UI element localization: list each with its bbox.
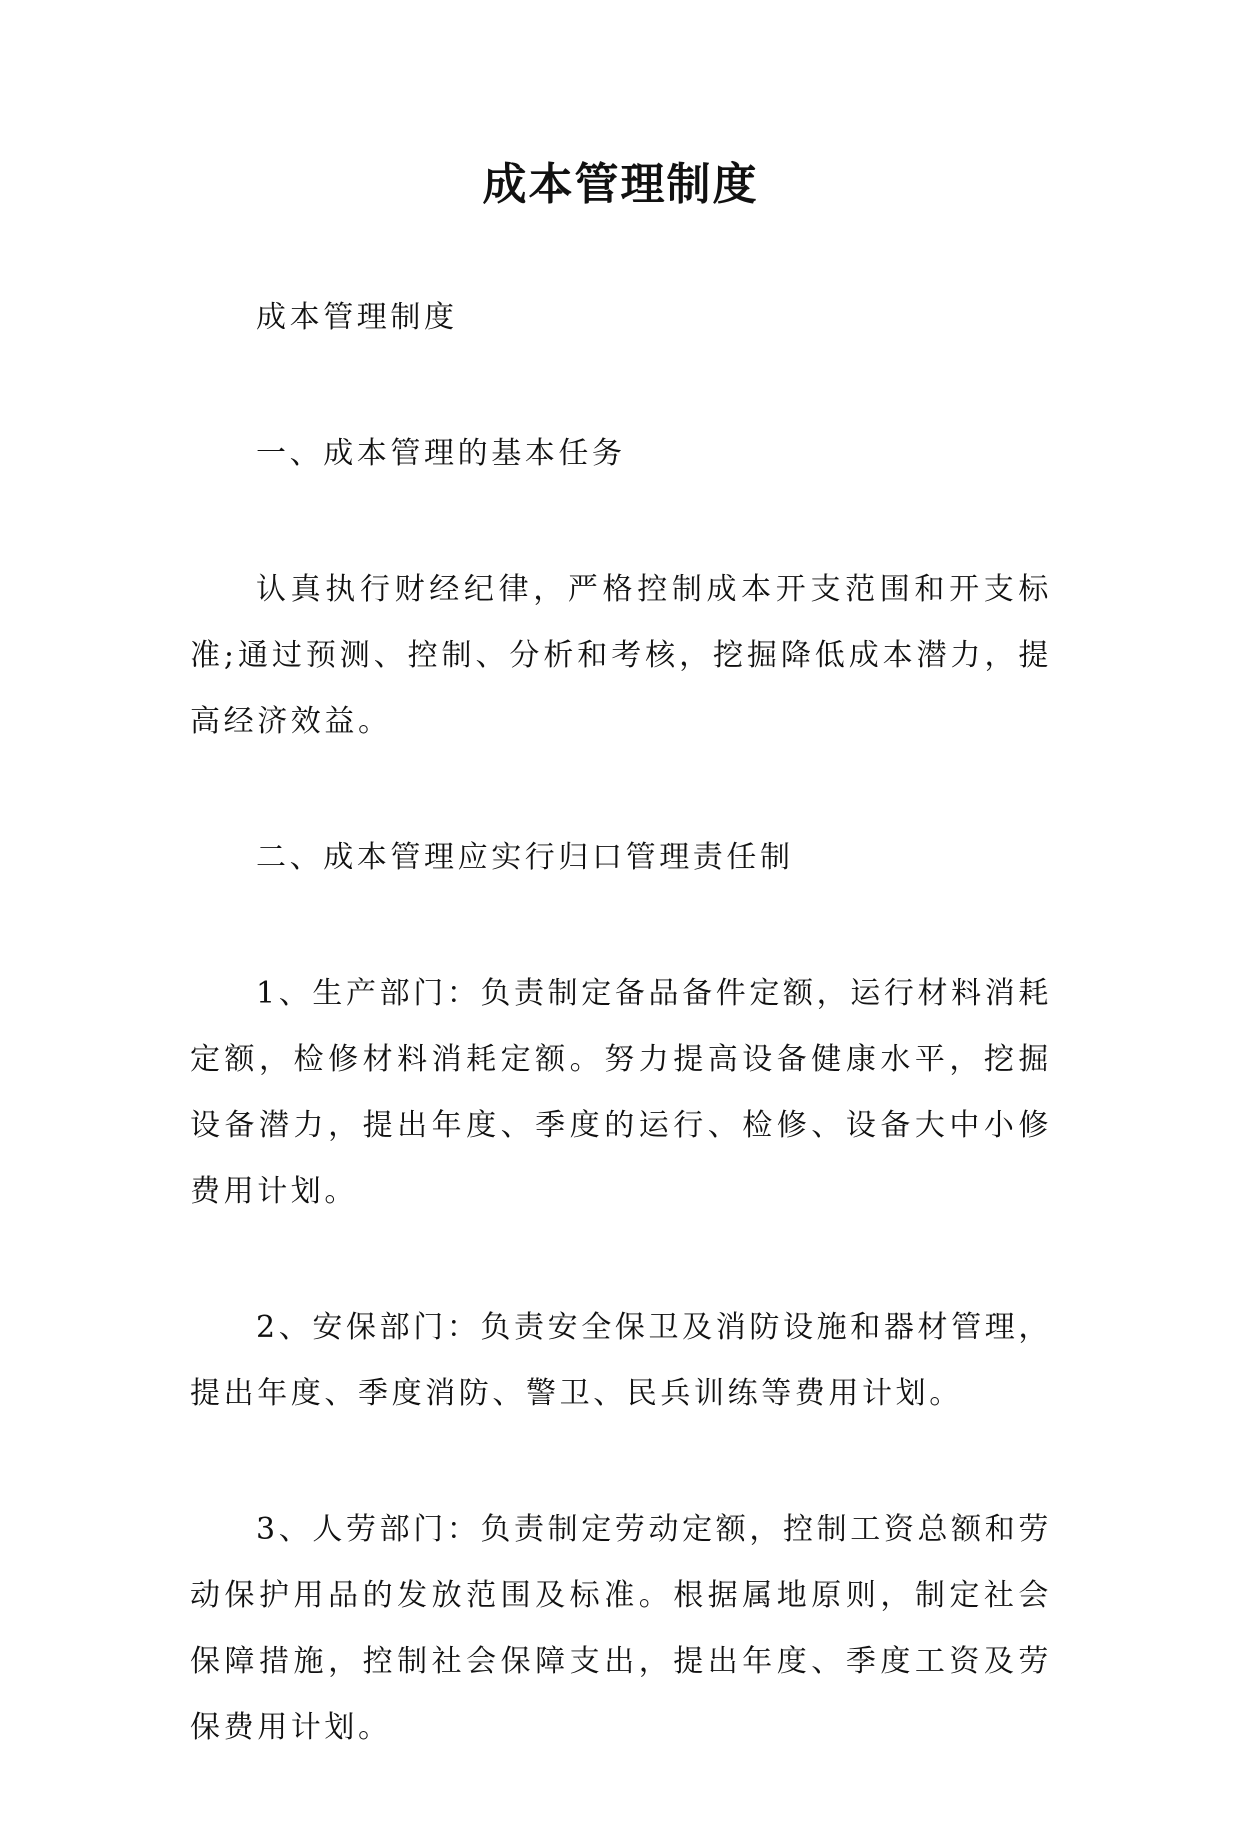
section-heading-1: 一、成本管理的基本任务 [256, 436, 626, 471]
section-heading-2: 二、成本管理应实行归口管理责任制 [256, 840, 794, 875]
paragraph-basic-tasks: 认真执行财经纪律，严格控制成本开支范围和开支标准;通过预测、控制、分析和考核，挖掘降低成本潜力，提高经济效益。 [190, 572, 1052, 739]
document-body [190, 285, 1052, 1831]
paragraph-production-dept: 1、生产部门：负责制定备品备件定额，运行材料消耗定额，检修材料消耗定额。努力提高设备健康水平，挖掘设备潜力，提出年度、季度的运行、检修、设备大中小修费用计划。 [190, 976, 1052, 1209]
paragraph-subtitle: 成本管理制度 [256, 300, 458, 335]
paragraph-hr-dept: 3、人劳部门：负责制定劳动定额，控制工资总额和劳动保护用品的发放范围及标准。根据属地原则，制定社会保障措施，控制社会保障支出，提出年度、季度工资及劳保费用计划。 [190, 1512, 1052, 1745]
paragraph-security-dept: 2、安保部门：负责安全保卫及消防设施和器材管理，提出年度、季度消防、警卫、民兵训练等费用计划。 [190, 1310, 1052, 1411]
document-title: 成本管理制度 [482, 159, 759, 210]
